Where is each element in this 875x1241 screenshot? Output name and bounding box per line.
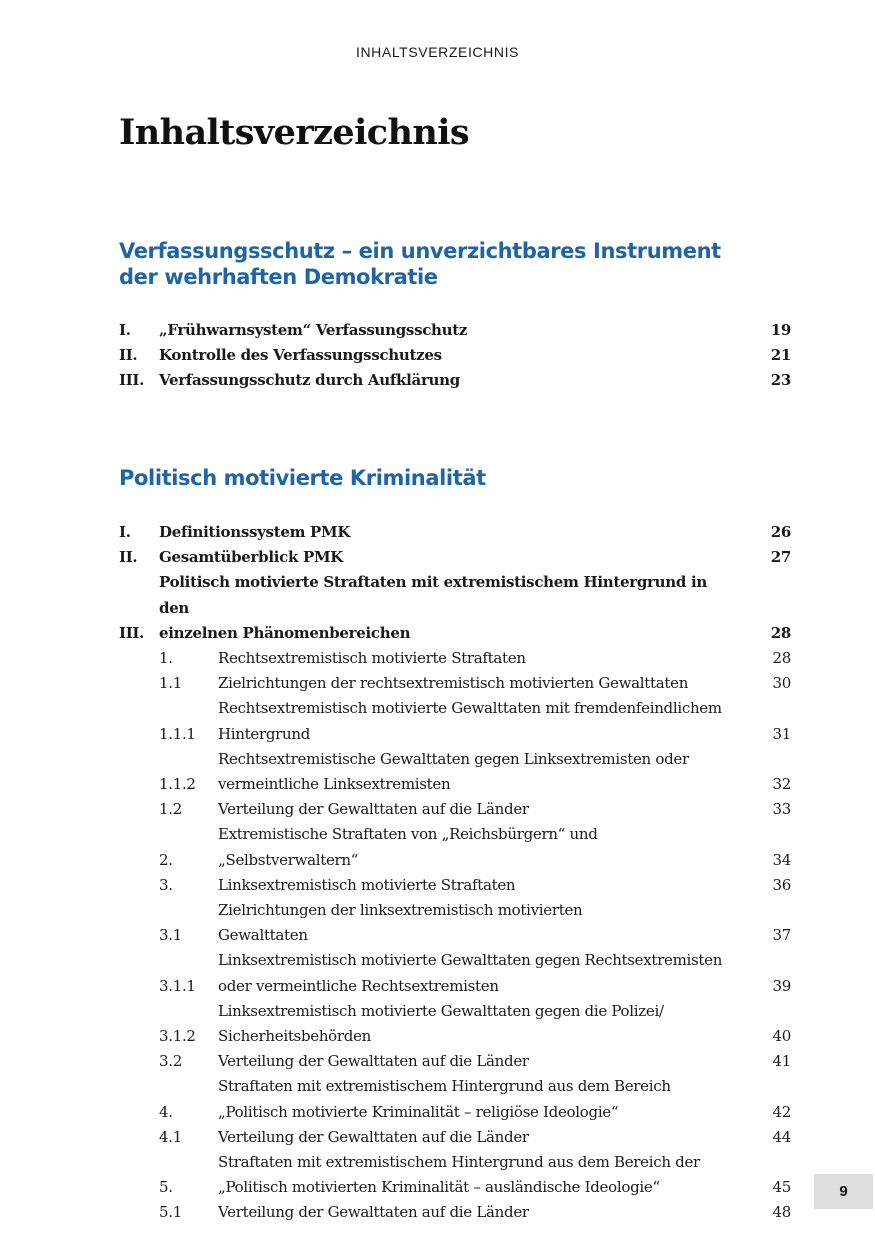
toc-entry-number: 1.2 xyxy=(159,800,182,819)
toc-entry[interactable] xyxy=(119,1200,791,1225)
toc-entry-title: Verteilung der Gewalttaten auf die Länder xyxy=(218,1203,529,1222)
toc-entry-page: 34 xyxy=(772,850,791,869)
toc-entry[interactable] xyxy=(119,1150,791,1200)
toc-entry-number: III. xyxy=(119,371,145,390)
toc-list-pmk xyxy=(119,520,791,1226)
toc-entry-page: 30 xyxy=(772,674,791,693)
toc-entry-title: Extremistische Straftaten von „Reichsbürgern“ und „Selbstverwaltern“ xyxy=(218,825,598,869)
toc-list-verfassungsschutz xyxy=(119,318,791,394)
toc-entry-title: Linksextremistisch motivierte Gewalttaten gegen Rechtsextremisten oder vermeintliche Rechtsextremisten xyxy=(218,951,723,995)
toc-entry[interactable] xyxy=(119,747,791,797)
page-title: Inhaltsverzeichnis xyxy=(119,112,470,153)
toc-entry-number: 5.1 xyxy=(159,1203,182,1222)
toc-entry-title: Rechtsextremistisch motivierte Gewalttaten mit fremdenfeindlichem Hintergrund xyxy=(218,699,722,743)
toc-entry-page: 27 xyxy=(770,548,791,567)
toc-entry-title: Verteilung der Gewalttaten auf die Länder xyxy=(218,1052,529,1071)
toc-entry-title: Linksextremistisch motivierte Straftaten xyxy=(218,875,516,894)
running-header: INHALTSVERZEICHNIS xyxy=(355,44,519,60)
toc-entry-page: 26 xyxy=(770,523,791,541)
section-heading-verfassungsschutz: Verfassungsschutz – ein unverzichtbares Instrument der wehrhaften Demokratie xyxy=(119,239,721,289)
toc-entry-page: 28 xyxy=(770,623,791,642)
toc-entry-page: 36 xyxy=(772,875,791,894)
toc-entry-page: 41 xyxy=(772,1052,791,1071)
toc-entry-page: 37 xyxy=(772,926,791,945)
toc-entry-title: Verfassungsschutz durch Aufklärung xyxy=(159,371,460,390)
toc-entry-page: 21 xyxy=(770,346,791,365)
toc-entry-number: 1.1.2 xyxy=(159,775,196,794)
toc-entry[interactable] xyxy=(119,696,791,746)
toc-entry-number: I. xyxy=(119,321,131,339)
toc-entry[interactable] xyxy=(119,343,791,368)
toc-entry-title: Linksextremistisch motivierte Gewalttaten gegen die Polizei/ Sicherheitsbehörden xyxy=(218,1001,664,1046)
toc-entry-title: Verteilung der Gewalttaten auf die Länder xyxy=(218,800,529,819)
toc-entry-page: 42 xyxy=(772,1102,791,1121)
section-heading-pmk: Politisch motivierte Kriminalität xyxy=(119,466,486,490)
toc-entry-title: Verteilung der Gewalttaten auf die Länder xyxy=(218,1127,529,1146)
toc-entry-number: 1.1 xyxy=(159,674,182,693)
toc-entry-number: 3.1 xyxy=(159,926,182,945)
toc-entry-number: II. xyxy=(119,346,138,365)
toc-entry-number: 3.1.2 xyxy=(159,1027,196,1046)
toc-entry-number: 3.2 xyxy=(159,1052,182,1071)
page-number: 9 xyxy=(814,1174,873,1209)
toc-entry[interactable] xyxy=(119,545,791,570)
toc-entry-number: 2. xyxy=(159,850,173,869)
toc-entry-title: Zielrichtungen der linksextremistisch motivierten Gewalttaten xyxy=(218,901,583,945)
toc-entry-number: 4. xyxy=(159,1102,173,1121)
toc-entry-title: Zielrichtungen der rechtsextremistisch motivierten Gewalttaten xyxy=(218,674,689,693)
toc-entry[interactable] xyxy=(119,1049,791,1074)
toc-entry-title: Straftaten mit extremistischem Hintergrund aus dem Bereich der „Politisch motivierten Kriminalität – ausländische Ideologie“ xyxy=(218,1153,700,1197)
toc-entry-title: Politisch motivierte Straftaten mit extremistischem Hintergrund in den einzelnen Phänomenbereichen xyxy=(159,573,707,642)
toc-entry[interactable] xyxy=(119,948,791,998)
toc-entry[interactable] xyxy=(119,1074,791,1124)
toc-entry-title: „Frühwarnsystem“ Verfassungsschutz xyxy=(159,321,468,339)
toc-entry-title: Definitionssystem PMK xyxy=(159,523,351,541)
toc-entry-page: 33 xyxy=(772,800,791,819)
toc-entry-page: 45 xyxy=(772,1178,791,1197)
toc-entry-title: Rechtsextremistisch motivierte Straftaten xyxy=(218,649,526,668)
toc-entry-number: I. xyxy=(119,523,131,541)
toc-entry[interactable] xyxy=(119,520,791,545)
toc-entry-number: 3.1.1 xyxy=(159,976,196,995)
toc-entry-page: 28 xyxy=(772,649,791,668)
toc-entry[interactable] xyxy=(119,671,791,696)
toc-entry-number: 1.1.1 xyxy=(159,724,196,743)
toc-entry[interactable] xyxy=(119,368,791,393)
toc-entry-title: Rechtsextremistische Gewalttaten gegen Linksextremisten oder vermeintliche Linksextremisten xyxy=(218,749,689,794)
toc-entry-page: 44 xyxy=(772,1127,791,1146)
toc-entry[interactable] xyxy=(119,873,791,898)
toc-entry-title: Straftaten mit extremistischem Hintergrund aus dem Bereich „Politisch motivierte Kriminalität – religiöse Ideologie“ xyxy=(218,1077,671,1121)
toc-entry-number: 1. xyxy=(159,649,173,668)
toc-entry-number: 5. xyxy=(159,1178,173,1197)
toc-entry[interactable] xyxy=(119,822,791,872)
toc-entry-title: Gesamtüberblick PMK xyxy=(159,548,344,567)
toc-entry[interactable] xyxy=(119,898,791,948)
toc-entry-number: II. xyxy=(119,548,138,567)
toc-entry[interactable] xyxy=(119,318,791,343)
toc-entry-number: III. xyxy=(119,623,145,642)
toc-entry[interactable] xyxy=(119,999,791,1049)
toc-entry-title: Kontrolle des Verfassungsschutzes xyxy=(159,346,442,365)
toc-entry-number: 4.1 xyxy=(159,1127,182,1146)
toc-entry-page: 19 xyxy=(770,321,791,339)
toc-entry-number: 3. xyxy=(159,875,173,894)
toc-entry-page: 31 xyxy=(772,724,791,743)
toc-entry[interactable] xyxy=(119,1125,791,1150)
toc-entry[interactable] xyxy=(119,797,791,822)
toc-entry-page: 23 xyxy=(770,371,791,390)
toc-entry-page: 32 xyxy=(772,775,791,794)
toc-entry-page: 48 xyxy=(772,1203,791,1222)
toc-entry-page: 39 xyxy=(772,976,791,995)
toc-entry[interactable] xyxy=(119,570,791,646)
toc-entry[interactable] xyxy=(119,646,791,671)
toc-entry-page: 40 xyxy=(772,1027,791,1046)
